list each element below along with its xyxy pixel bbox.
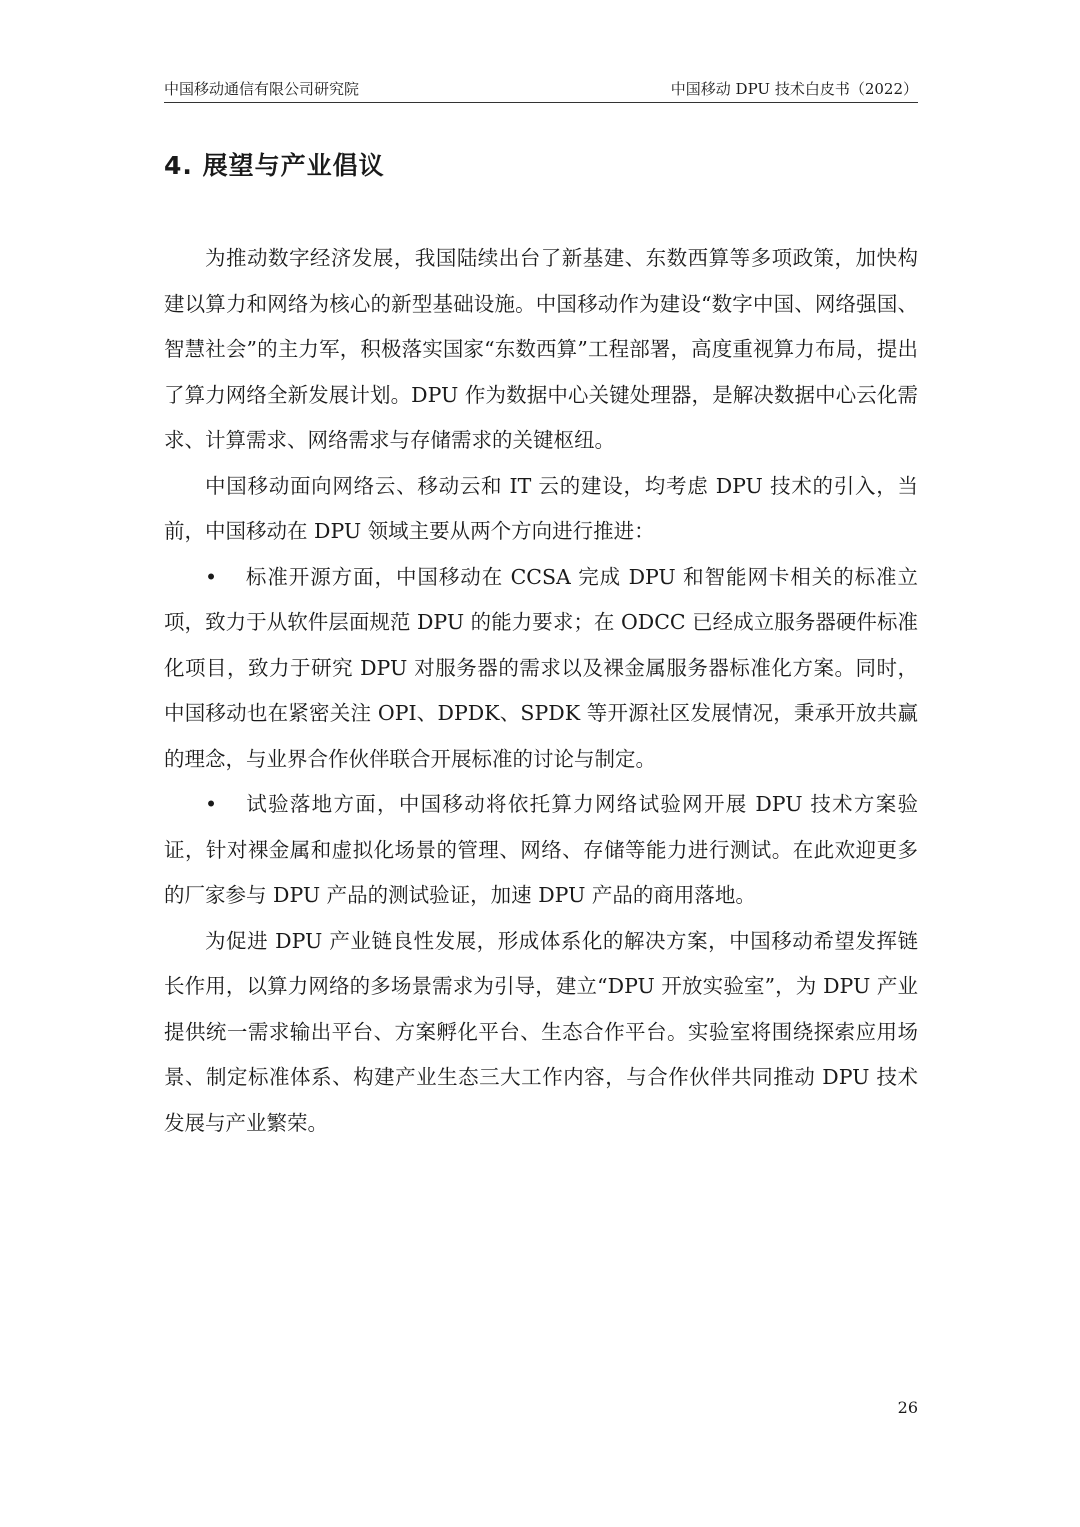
bullet-icon: • — [205, 564, 218, 589]
bullet-standards — [164, 555, 918, 783]
bullet-trials-text: 试验落地方面，中国移动将依托算力网络试验网开展 DPU 技术方案验证，针对裸金属和虚拟化场景的管理、网络、存储等能力进行测试。在此欢迎更多的厂家参与 DPU 产品的测试验证，加速 DPU 产品的商用落地。 — [164, 792, 918, 907]
section-title: 4. 展望与产业倡议 — [164, 151, 385, 180]
header-organization: 中国移动通信有限公司研究院 — [164, 80, 360, 98]
paragraph-directions: 中国移动面向网络云、移动云和 IT 云的建设，均考虑 DPU 技术的引入，当前，中国移动在 DPU 领域主要从两个方向进行推进： — [164, 473, 918, 543]
header-document-title: 中国移动 DPU 技术白皮书（2022） — [670, 80, 918, 98]
bullet-standards-text: 标准开源方面，中国移动在 CCSA 完成 DPU 和智能网卡相关的标准立项，致力于从软件层面规范 DPU 的能力要求；在 ODCC 已经成立服务器硬件标准化项目，致力于研究 DPU 对服务器的需求以及裸金属服务器标准化方案。同时，中国移动也在紧密关注 OPI、DPDK、SPDK 等开源社区发展情况，秉承开放共赢的理念，与业界合作伙伴联合开展标准的讨论与制定。 — [164, 564, 918, 771]
paragraph-lab: 为促进 DPU 产业链良性发展，形成体系化的解决方案，中国移动希望发挥链长作用，以算力网络的多场景需求为引导，建立“DPU 开放实验室”，为 DPU 产业提供统一需求输出平台、方案孵化平台、生态合作平台。实验室将围绕探索应用场景、制定标准体系、构建产业生态三大工作内容，与合作伙伴共同推动 DPU 技术发展与产业繁荣。 — [164, 928, 918, 1135]
paragraph-intro: 为推动数字经济发展，我国陆续出台了新基建、东数西算等多项政策，加快构建以算力和网络为核心的新型基础设施。中国移动作为建设“数字中国、网络强国、智慧社会”的主力军，积极落实国家“东数西算”工程部署，高度重视算力布局，提出了算力网络全新发展计划。DPU 作为数据中心关键处理器，是解决数据中心云化需求、计算需求、网络需求与存储需求的关键枢纽。 — [164, 246, 918, 452]
bullet-trials — [164, 782, 918, 919]
page-number: 26 — [897, 1398, 918, 1417]
bullet-icon: • — [205, 792, 218, 816]
body-content — [164, 236, 918, 1146]
page-header — [164, 76, 918, 103]
